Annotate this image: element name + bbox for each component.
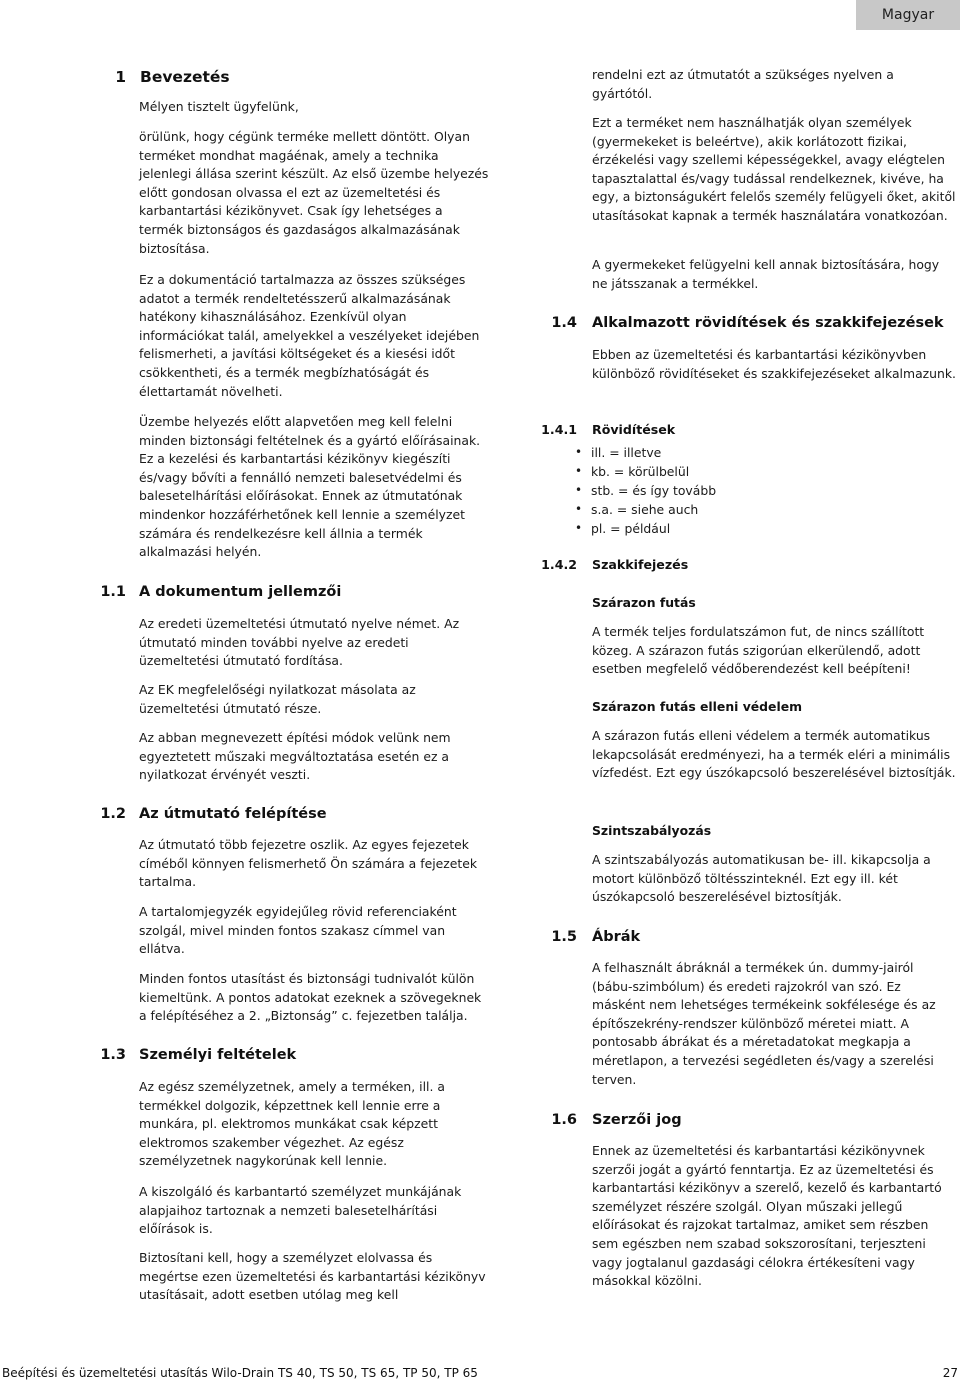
paragraph: Biztosítani kell, hogy a személyzet elolvassa és megértse ezen üzemeltetési és karbantartási kézikönyv utasításait, adott esetben utólag meg kell	[139, 1250, 486, 1303]
paragraph: Minden fontos utasítást és biztonsági tudnivalót külön kiemeltünk. A pontos adatokat ezeknek a szövegeknek a felépítéséhez a 2. „Biztonság” c. fejezetben találja.	[139, 971, 482, 1024]
section-title: Szakkifejezés	[592, 557, 689, 572]
paragraph: rendelni ezt az útmutatót a szükséges nyelven a gyártótól.	[592, 67, 894, 101]
right-column	[530, 0, 960, 1384]
section-number: 1.2	[100, 806, 126, 822]
term-heading: Szárazon futás elleni védelem	[592, 699, 803, 714]
paragraph: Az abban megnevezett építési módok velünk nem egyeztetett műszaki megváltoztatása esetén ez a nyilatkozat érvényét veszti.	[139, 730, 451, 783]
paragraph: Ennek az üzemeltetési és karbantartási kézikönyvnek szerzői jogát a gyártó fenntartja. Ez az üzemeltetési és karbantartási kézikönyv a szerelő, kezelő és karbantartó személyzet részére szolgál. Olyan műszaki jellegű előírásokat és rajzokat tartalmaz, amiket sem részben sem egészben nem szabad sokszorosítani, terjeszteni vagy jogtalanul gazdasági célokra értékesíteni vagy másokkal közölni.	[592, 1143, 942, 1289]
list-item: • kb. = körülbelül	[575, 462, 716, 481]
section-number: 1	[115, 68, 126, 86]
paragraph: Ezt a terméket nem használhatják olyan személyek (gyermekeket is beleértve), akik korlátozott fizikai, érzékelési vagy szellemi képességekkel, avagy elégtelen tapasztalattal és/vagy tudással rendelkeznek, kivéve, ha egy, a biztonságukért felelős személy felügyeli őket, akitől utasításokat kapnak a termék használatára vonatkozóan.	[592, 115, 956, 223]
section-title: Alkalmazott rövidítések és szakkifejezések	[592, 315, 944, 331]
paragraph: A szintszabályozás automatikusan be- ill. kikapcsolja a motort különböző töltésszinteknél. Ezt egy ill. két úszókapcsoló beszerelésével biztosítják.	[592, 852, 931, 905]
paragraph: A kiszolgáló és karbantartó személyzet munkájának alapjaihoz tartoznak a nemzeti balesetelhárítási előírások is.	[139, 1184, 462, 1237]
list-item: • pl. = például	[575, 519, 716, 538]
paragraph: Az eredeti üzemeltetési útmutató nyelve német. Az útmutató minden további nyelve az eredeti üzemeltetési útmutató fordítása.	[139, 616, 460, 669]
paragraph: A termék teljes fordulatszámon fut, de nincs szállított közeg. A szárazon futás szigorúan elkerülendő, adott esetben megfelelő védőberendezést kell beépíteni!	[592, 624, 925, 677]
abbreviation-list	[575, 443, 716, 538]
paragraph: Ebben az üzemeltetési és karbantartási kézikönyvben különböző rövidítéseket és szakkifejezéseket alkalmazunk.	[592, 347, 956, 381]
section-1-4-2-heading	[530, 557, 688, 572]
paragraph: A szárazon futás elleni védelem a termék automatikus lekapcsolását eredményezi, ha a termék eléri a minimális vízfedést. Ezt egy úszókapcsoló beszerelésével biztosítják.	[592, 728, 956, 781]
section-1-6-heading	[530, 1112, 682, 1128]
section-number: 1.5	[551, 929, 577, 945]
section-title: A dokumentum jellemzői	[139, 584, 342, 600]
paragraph: A gyermekeket felügyelni kell annak biztosítására, hogy ne játsszanak a termékkel.	[592, 257, 940, 291]
section-1-2-heading	[96, 806, 327, 822]
section-number: 1.4	[551, 315, 577, 331]
paragraph: A tartalomjegyzék egyidejűleg rövid referenciaként szolgál, mivel minden fontos szakasz címmel van ellátva.	[139, 904, 457, 957]
paragraph: Mélyen tisztelt ügyfelünk,	[139, 99, 299, 114]
section-1-heading	[108, 68, 230, 86]
section-number: 1.4.2	[541, 557, 577, 572]
paragraph: Ez a dokumentáció tartalmazza az összes szükséges adatot a termék rendeltetésszerű alkalmazásának hatékony kihasználásához. Ezenkívül olyan információkat talál, amelyekkel a veszélyeket idejében felismerheti, a javítási költségeket és a kiesési időt csökkentheti, és a termék megbízhatóságát és élettartamát növelheti.	[139, 272, 480, 399]
list-item: • stb. = és így tovább	[575, 481, 716, 500]
section-1-3-heading	[96, 1047, 296, 1063]
paragraph: örülünk, hogy cégünk terméke mellett döntött. Olyan terméket mondhat magáénak, amely a technika jelenlegi állása szerint készült. Az első üzembe helyezés előtt gondosan olvassa el ezt az üzemeltetési és karbantartási kézikönyvet. Csak így lehetséges a termék biztonságos és gazdaságos alkalmazásának biztosítása.	[139, 129, 489, 256]
section-title: Rövidítések	[592, 422, 676, 437]
term-heading: Szárazon futás	[592, 595, 696, 610]
section-title: Személyi feltételek	[139, 1047, 297, 1063]
section-1-1-heading	[96, 584, 341, 600]
paragraph: Az EK megfelelőségi nyilatkozat másolata az üzemeltetési útmutató része.	[139, 682, 416, 716]
list-item: • s.a. = siehe auch	[575, 500, 716, 519]
paragraph: Az útmutató több fejezetre oszlik. Az egyes fejezetek címéből könnyen felismerhető Ön számára a fejezetek tartalma.	[139, 837, 478, 890]
section-title: Szerzői jog	[592, 1112, 682, 1128]
section-number: 1.4.1	[541, 422, 577, 437]
section-number: 1.3	[100, 1047, 126, 1063]
section-1-4-1-heading	[530, 422, 675, 437]
paragraph: A felhasznált ábráknál a termékek ún. dummy-jairól (bábu-szimbólum) és eredeti rajzokról van szó. Ez másként nem lehetséges termékeink sokfélesége és az építőszekrény-rendszer különböző méretei miatt. A pontosabb ábrákat és a méretadatokat megkapja a méretlapon, a tervezési segédleten és/vagy a szerelési terven.	[592, 960, 936, 1087]
section-title: Az útmutató felépítése	[139, 806, 327, 822]
paragraph: Üzembe helyezés előtt alapvetően meg kell felelni minden biztonsági feltételnek és a gyártó előírásainak. Ez a kezelési és karbantartási kézikönyv kiegészíti és/vagy bővíti a fennálló nemzeti balesetvédelmi és balesetelhárítási előírásokat. Ennek az útmutatónak mindenkor hozzáférhetőnek kell lennie a személyzet számára és rendelkezésre kell állnia a termék alkalmazási helyén.	[139, 414, 481, 560]
list-item: • ill. = illetve	[575, 443, 716, 462]
section-number: 1.6	[551, 1112, 577, 1128]
paragraph: Az egész személyzetnek, amely a terméken, ill. a termékkel dolgozik, képzettnek kell lennie erre a munkára, pl. elektromos munkákat csak képzett elektromos szakember végezhet. Az egész személyzetnek nagykorúnak kell lennie.	[139, 1079, 445, 1169]
language-tab: Magyar	[856, 0, 960, 30]
section-1-4-heading	[530, 315, 944, 331]
section-1-5-heading	[530, 929, 640, 945]
section-number: 1.1	[100, 584, 126, 600]
section-title: Ábrák	[592, 929, 641, 945]
footer-document-title: Beépítési és üzemeltetési utasítás Wilo-Drain TS 40, TS 50, TS 65, TP 50, TP 65	[2, 1366, 478, 1380]
page-number: 27	[942, 1366, 958, 1380]
term-heading: Szintszabályozás	[592, 823, 712, 838]
section-title: Bevezetés	[140, 68, 230, 86]
